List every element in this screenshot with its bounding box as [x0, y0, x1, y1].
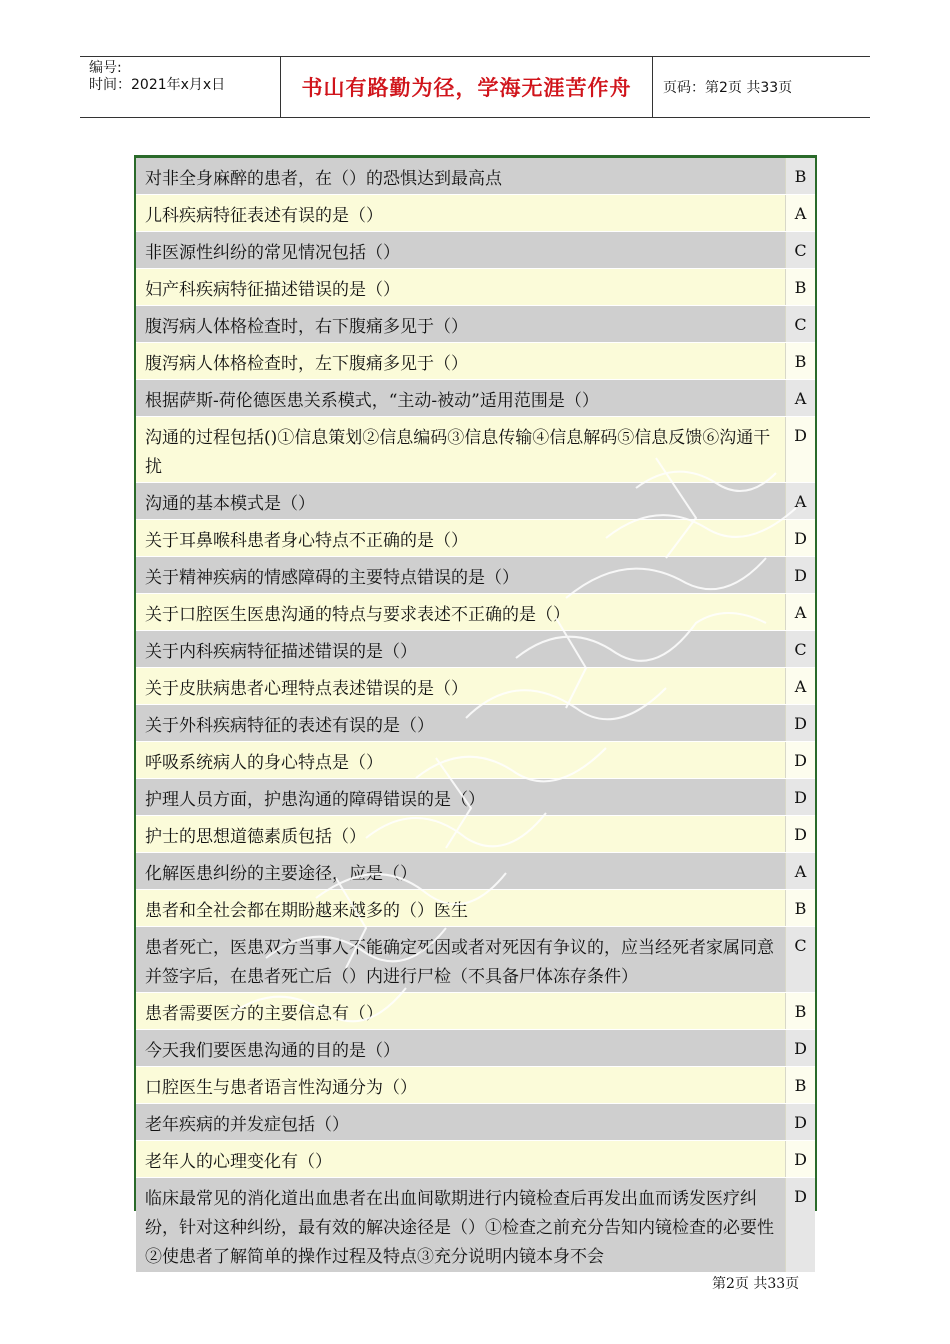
question-text: 沟通的过程包括()①信息策划②信息编码③信息传输④信息解码⑤信息反馈⑥沟通干扰 — [145, 428, 771, 477]
table-row — [136, 380, 815, 417]
table-row — [136, 306, 815, 343]
answer-letter: D — [785, 1178, 815, 1272]
page-footer: 第2页 共33页 — [712, 1276, 800, 1292]
table-row — [136, 1030, 815, 1067]
table-row — [136, 158, 815, 195]
answer-letter: B — [785, 158, 815, 194]
answer-letter: B — [785, 993, 815, 1029]
answer-letter: D — [785, 742, 815, 778]
question-text: 临床最常见的消化道出血患者在出血间歇期进行内镜检查后再发出血而诱发医疗纠纷，针对这种纠纷，最有效的解决途径是（）①检查之前充分告知内镜检查的必要性②使患者了解简单的操作过程及特点③充分说明内镜本身不会 — [145, 1189, 774, 1267]
question-text: 今天我们要医患沟通的目的是（） — [145, 1041, 400, 1061]
table-row — [136, 993, 815, 1030]
answer-letter: A — [785, 380, 815, 416]
answer-letter: B — [785, 1067, 815, 1103]
question-text: 老年疾病的并发症包括（） — [145, 1115, 349, 1135]
question-text: 妇产科疾病特征描述错误的是（） — [145, 280, 400, 300]
page-header — [80, 56, 870, 118]
table-body — [136, 158, 815, 1273]
answer-letter: B — [785, 890, 815, 926]
table-row — [136, 483, 815, 520]
table-row — [136, 594, 815, 631]
question-text: 关于口腔医生医患沟通的特点与要求表述不正确的是（） — [145, 605, 570, 625]
document-number-label: 编号: — [89, 60, 122, 76]
answer-letter: D — [785, 557, 815, 593]
answer-letter: D — [785, 705, 815, 741]
question-text: 腹泻病人体格检查时，右下腹痛多见于（） — [145, 317, 468, 337]
table-row — [136, 343, 815, 380]
question-text: 根据萨斯-荷伦德医患关系模式，“主动-被动”适用范围是（） — [145, 391, 599, 411]
table-row — [136, 927, 815, 993]
question-text: 护士的思想道德素质包括（） — [145, 827, 366, 847]
table-row — [136, 195, 815, 232]
answer-letter: A — [785, 483, 815, 519]
question-text: 非医源性纠纷的常见情况包括（） — [145, 243, 400, 263]
question-text: 关于耳鼻喉科患者身心特点不正确的是（） — [145, 531, 468, 551]
answer-letter: C — [785, 306, 815, 342]
question-answer-table — [134, 155, 817, 1267]
question-text: 口腔医生与患者语言性沟通分为（） — [145, 1078, 417, 1098]
table-row — [136, 631, 815, 668]
question-text: 护理人员方面，护患沟通的障碍错误的是（） — [145, 790, 485, 810]
answer-letter: C — [785, 232, 815, 268]
table-row — [136, 853, 815, 890]
question-text: 关于外科疾病特征的表述有误的是（） — [145, 716, 434, 736]
answer-letter: D — [785, 1030, 815, 1066]
question-text: 患者需要医方的主要信息有（） — [145, 1004, 383, 1024]
question-text: 患者和全社会都在期盼越来越多的（）医生 — [145, 901, 468, 921]
question-text: 关于皮肤病患者心理特点表述错误的是（） — [145, 679, 468, 699]
table-row — [136, 557, 815, 594]
question-text: 关于内科疾病特征描述错误的是（） — [145, 642, 417, 662]
answer-letter: D — [785, 417, 815, 482]
table-row — [136, 1141, 815, 1178]
table-row — [136, 742, 815, 779]
answer-letter: C — [785, 631, 815, 667]
question-text: 老年人的心理变化有（） — [145, 1152, 332, 1172]
table-row — [136, 269, 815, 306]
table-row — [136, 1104, 815, 1141]
answer-letter: D — [785, 779, 815, 815]
question-text: 化解医患纠纷的主要途径，应是（） — [145, 864, 417, 884]
table-row — [136, 816, 815, 853]
answer-letter: D — [785, 1104, 815, 1140]
header-motto: 书山有路勤为径，学海无涯苦作舟 — [281, 57, 653, 117]
answer-letter: C — [785, 927, 815, 992]
answer-letter: A — [785, 195, 815, 231]
table-row — [136, 668, 815, 705]
question-text: 患者死亡，医患双方当事人不能确定死因或者对死因有争议的，应当经死者家属同意并签字后，在患者死亡后（）内进行尸检（不具备尸体冻存条件） — [145, 938, 774, 987]
question-text: 关于精神疾病的情感障碍的主要特点错误的是（） — [145, 568, 519, 588]
document-time-label: 时间：2021年x月x日 — [89, 77, 226, 93]
answer-letter: D — [785, 1141, 815, 1177]
table-row — [136, 232, 815, 269]
question-text: 对非全身麻醉的患者，在（）的恐惧达到最高点 — [145, 169, 502, 189]
header-page-info: 页码：第2页 共33页 — [663, 80, 793, 96]
question-text: 呼吸系统病人的身心特点是（） — [145, 753, 383, 773]
question-text: 儿科疾病特征表述有误的是（） — [145, 206, 383, 226]
answer-letter: D — [785, 520, 815, 556]
table-row — [136, 779, 815, 816]
table-row — [136, 520, 815, 557]
table-row — [136, 705, 815, 742]
table-row — [136, 1178, 815, 1273]
question-text: 腹泻病人体格检查时，左下腹痛多见于（） — [145, 354, 468, 374]
header-meta — [80, 57, 281, 117]
answer-letter: B — [785, 269, 815, 305]
table-row — [136, 1067, 815, 1104]
table-row — [136, 890, 815, 927]
answer-letter: A — [785, 668, 815, 704]
answer-letter: A — [785, 853, 815, 889]
question-text: 沟通的基本模式是（） — [145, 494, 315, 514]
answer-letter: A — [785, 594, 815, 630]
table-row — [136, 417, 815, 483]
answer-letter: B — [785, 343, 815, 379]
answer-letter: D — [785, 816, 815, 852]
